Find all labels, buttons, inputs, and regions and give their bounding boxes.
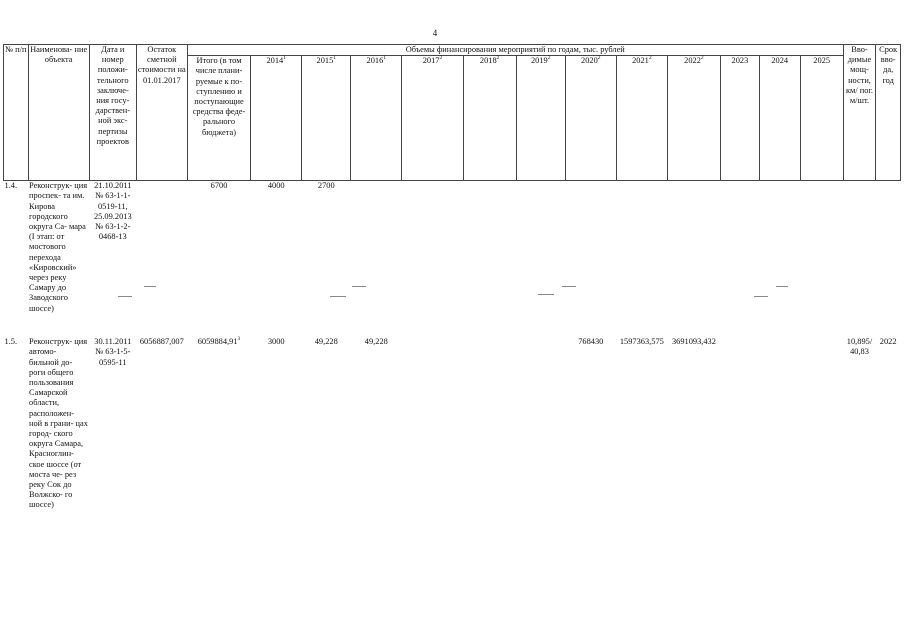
page-number: 4: [432, 28, 438, 38]
scan-artifact: [352, 286, 366, 287]
row-year-value: 1597363,575: [619, 337, 664, 347]
row-year-value: 768430: [578, 337, 604, 347]
row-year-value: [759, 337, 800, 547]
header-object-name: Наименова- ние объекта: [28, 45, 89, 181]
row-year-value: [800, 181, 843, 338]
row-term: [876, 181, 901, 338]
header-year: 2016$^1$: [351, 56, 402, 181]
row-year-value: [516, 337, 565, 547]
row-year-value: [616, 181, 667, 338]
row-year-value: [667, 181, 720, 338]
row-capacity: 10,895/ 40,83: [846, 337, 873, 357]
scan-artifact: [754, 296, 768, 297]
row-year-value: [463, 337, 516, 547]
header-year: 2018$^2$: [463, 56, 516, 181]
row-total: 6059884,91$^3$: [197, 336, 241, 347]
header-year: 2024: [759, 56, 800, 181]
header-year: 2023: [720, 56, 759, 181]
header-year: 2019$^2$: [516, 56, 565, 181]
header-year: 2025: [800, 56, 843, 181]
header-capacity: Вво- димые мощ- ности, км/ пог. м/шт.: [843, 45, 876, 181]
scan-artifact: [776, 286, 788, 287]
header-expertise: Дата и номер положи- тельного заключе- ния госу- дарствен- ной экс- пертизы проектов: [89, 45, 136, 181]
row-year-value: [759, 181, 800, 338]
row-year-value: [565, 181, 616, 338]
row-term: 2022: [879, 337, 897, 347]
scan-artifact: [144, 286, 156, 287]
row-expertise: 21.10.2011 № 63-1-1- 0519-11, 25.09.2013 № 63-1-2- 0468-13: [93, 181, 132, 242]
row-year-value: 49,228: [314, 337, 338, 347]
row-year-value: [351, 181, 402, 338]
scan-artifact: [562, 286, 576, 287]
scan-artifact: [538, 294, 554, 295]
header-year: 2021$^2$: [616, 56, 667, 181]
row-object-name: Реконструк- ция автомо- бильной до- роги общего пользования Самарской области, расположен- ной в грани- цах город- ского округа Самара, Красноглин- ское шоссе (от моста че- рез реку Сок до Волжско- го шоссе): [29, 337, 88, 510]
header-term: Срок вво- да, год: [876, 45, 901, 181]
row-expertise: 30.11.2011 № 63-1-5- 0595-11: [94, 337, 132, 367]
header-year: 2014$^1$: [251, 56, 302, 181]
row-year-value: [402, 337, 463, 547]
scan-artifact: [330, 296, 346, 297]
row-year-value: 3691093,432: [671, 337, 716, 347]
header-year: 2022$^2$: [667, 56, 720, 181]
row-total: 6700: [210, 181, 228, 191]
row-year-value: [720, 181, 759, 338]
row-capacity: [843, 181, 876, 338]
row-object-name: Реконструк- ция проспек- та им. Кирова городского округа Са- мара (I этап: от мостового перехода «Кировский» через реку Самару до Заводского шоссе): [29, 181, 88, 313]
header-year: 2015$^1$: [302, 56, 351, 181]
row-year-value: 2700: [317, 181, 335, 191]
row-year-value: [516, 181, 565, 338]
row-number: 1.4.: [4, 181, 18, 191]
row-year-value: [720, 337, 759, 547]
header-year: 2020$^2$: [565, 56, 616, 181]
row-year-value: 4000: [267, 181, 285, 191]
row-year-value: [402, 181, 463, 338]
header-financing-title: Объемы финансирования мероприятий по годам, тыс. рублей: [187, 45, 843, 56]
row-year-value: [463, 181, 516, 338]
row-year-value: 49,228: [364, 337, 388, 347]
row-remaining-cost: 6056887,007: [139, 337, 184, 347]
row-number: 1.5.: [4, 337, 18, 347]
row-year-value: [800, 337, 843, 547]
row-remaining-cost: [136, 181, 187, 338]
table-row: [4, 181, 901, 338]
row-year-value: 3000: [267, 337, 285, 347]
header-year: 2017$^2$: [402, 56, 463, 181]
header-remaining-cost: Остаток сметной стоимости на 01.01.2017: [136, 45, 187, 181]
header-number: № п/п: [4, 45, 29, 181]
table-row: [4, 337, 901, 547]
header-total: Итого (в том числе плани- руемые к по- ступлению и поступающие средства феде- рального бюджета): [187, 56, 250, 181]
scan-artifact: [118, 296, 132, 297]
